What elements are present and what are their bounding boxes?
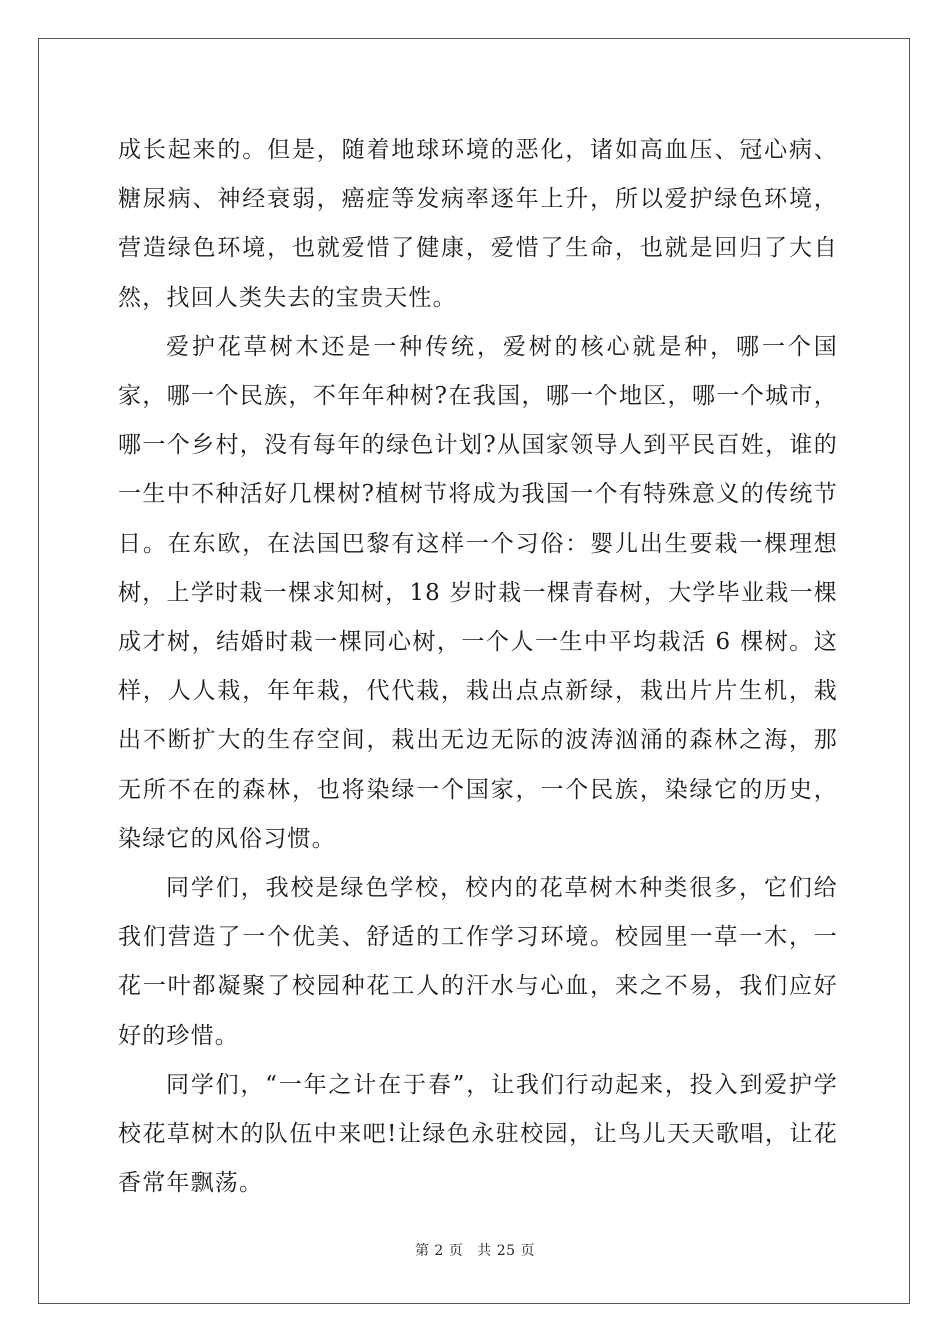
paragraph-4: 同学们，“一年之计在于春”，让我们行动起来，投入到爱护学校花草树木的队伍中来吧!让绿色永驻校园，让鸟儿天天歌唱，让花香常年飘荡。 bbox=[118, 1071, 838, 1197]
paragraph-3: 同学们，我校是绿色学校，校内的花草树木种类很多，它们给我们营造了一个优美、舒适的工作学习环境。校园里一草一木，一花一叶都凝聚了校园种花工人的汗水与心血，来之不易，我们应好好的珍惜。 bbox=[118, 875, 838, 1049]
document-body bbox=[118, 126, 838, 1208]
page-number: 第 2 页 bbox=[414, 1243, 464, 1259]
page-total: 共 25 页 bbox=[477, 1243, 536, 1259]
page-footer bbox=[0, 1240, 950, 1260]
paragraph-2: 爱护花草树木还是一种传统，爱树的核心就是种，哪一个国家，哪一个民族，不年年种树?在我国，哪一个地区，哪一个城市，哪一个乡村，没有每年的绿色计划?从国家领导人到平民百姓，谁的一生中不种活好几棵树?植树节将成为我国一个有特殊意义的传统节日。在东欧，在法国巴黎有这样一个习俗：婴儿出生要栽一棵理想树，上学时栽一棵求知树，18 岁时栽一棵青春树，大学毕业栽一棵成才树，结婚时栽一棵同心树，一个人一生中平均栽活 6 棵树。这样，人人栽，年年栽，代代栽，栽出点点新绿，栽出片片生机，栽出不断扩大的生存空间，栽出无边无际的波涛汹涌的森林之海，那无所不在的森林，也将染绿一个国家，一个民族，染绿它的历史，染绿它的风俗习惯。 bbox=[118, 333, 838, 852]
paragraph-1: 成长起来的。但是，随着地球环境的恶化，诸如高血压、冠心病、糖尿病、神经衰弱，癌症等发病率逐年上升，所以爱护绿色环境，营造绿色环境，也就爱惜了健康，爱惜了生命，也就是回归了大自然，找回人类失去的宝贵天性。 bbox=[118, 137, 838, 311]
